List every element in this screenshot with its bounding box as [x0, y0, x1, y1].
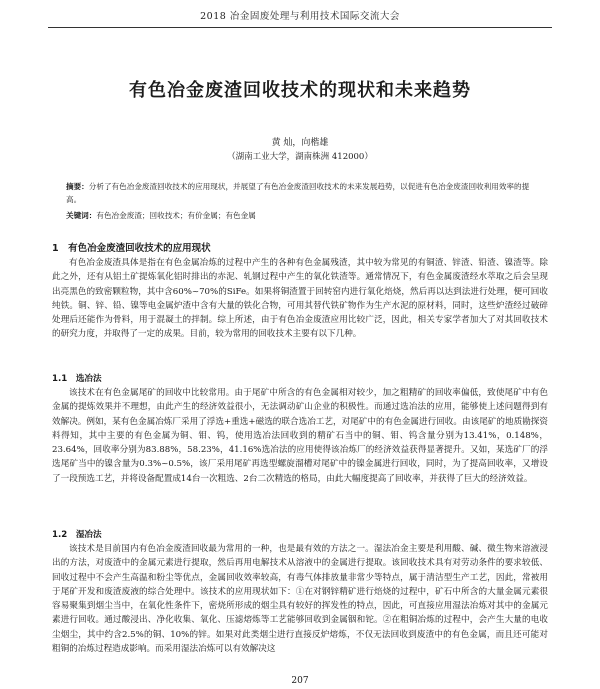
section-1-heading: 1 有色冶金废渣回收技术的应用现状 [52, 243, 211, 254]
section-1-1-heading: 1.1 选冶法 [52, 374, 102, 384]
section-1-1-paragraph: 该技术在有色金属尾矿的回收中比较常用。由于尾矿中所含的有色金属相对较少，加之粗精矿的回收率偏低，致使尾矿中有色金属的提炼效果并不理想，由此产生的经济效益很小，无法调动矿山企业的积极性。而通过选冶法的应用，能够使上述问题得到有效解决。例如，某有色金属冶炼厂采用了浮选+重选+磁选的联合选冶工艺，对尾矿中的有色金属进行回收。由该尾矿的地质勘探资料得知，其中主要的有色金属为铜、钼、钨，使用选冶法回收到的精矿石当中的铜、钼、钨含量分别为13.41%，0.148%，23.64%，回收率分别为83.88%，58.23%，41.16%选冶法的应用使得该冶炼厂的经济效益获得显著提升。又如，某选矿厂的浮选尾矿当中的镍含量为0.3%~0.5%，该厂采用尾矿再选型螺旋溜槽对尾矿中的镍金属进行回收，同时，为了提高回收率，又增设了一段预选工艺，并将设备配置成14台一次粗选、2台二次精选的格局，由此大幅度提高了回收率，并获得了巨大的经济效益。 [52, 388, 548, 484]
keywords-label: 关键词： [66, 211, 97, 220]
abstract [66, 180, 540, 206]
section-1-2-heading: 1.2 湿冶法 [52, 530, 102, 540]
section-1-2-paragraph: 该技术是目前国内有色冶金废渣回收最为常用的一种，也是最有效的方法之一。湿法冶金主要是利用酸、碱、微生物来溶液浸出的方法，对废渣中的金属元素进行提取，然后再用电解技术从溶液中的金属进行提取。该回收技术具有对劳动条件的要求较低、回收过程中不会产生高温和粉尘等优点，金属回收效率较高，有毒气体排放量非常少等特点，属于清洁型生产工艺，因此，常被用于尾矿开发和废渣废液的综合处理中。该技术的应用现状如下：①在对钢锌精矿进行焙烧的过程中，矿石中所含的大量金属元素很容易聚集到烟尘当中，在氧化性条件下，密烧所形成的烟尘具有较好的挥发性的特点，因此，可直接应用湿法冶炼对其中的金属元素进行回收。通过酸浸出、净化收集、氧化、压滤熔炼等工艺能够回收到金属铟和铊。②在粗铜冶炼的过程中，会产生大量的电收尘烟尘，其中约含2.5%的铜、10%的锌。如果对此类烟尘进行直接反炉熔炼，不仅无法回收到废渣中的有色金属，而且还可能对粗铜的冶炼过程造成影响。而采用湿法冶炼可以有效解决这 [52, 544, 548, 655]
paper-title: 有色冶金废渣回收技术的现状和未来趋势 [129, 80, 471, 101]
authors: 黄 灿，向楷雄 [271, 138, 329, 148]
affiliation: （湖南工业大学，湖南株洲 412000） [227, 152, 373, 162]
header-divider [48, 27, 552, 28]
page-number: 207 [291, 676, 309, 686]
section-1-paragraph: 有色冶金废渣具体是指在有色金属冶炼的过程中产生的各种有色金属残渣，其中较为常见的有铜渣、锌渣、铅渣、镍渣等。除此之外，还有从铝土矿提炼氧化铝时排出的赤泥、轧钢过程中产生的氧化铁渣等。通常情况下，有色金属废渣经水萃取之后会呈现出亮黑色的致密颗粒物，其中含60%~70%的SiFe。如果将铜渣置于回转窑内进行氧化焙烧，然后再以达到法进行处理，便可回收纯铁。铜、锌、铅、镍等电金属炉渣中含有大量的铁化合物，可用其替代铁矿物作为生产水泥的原材料，同时，这些炉渣经过破碎处理后还能作为骨料，用于混凝土的拌制。综上所述，由于有色冶金废渣应用比较广泛，因此，相关专家学者加大了对其回收技术的研究力度，并取得了一定的成果。目前，较为常用的回收技术主要有以下几种。 [52, 258, 548, 340]
keywords [66, 210, 540, 221]
running-header: 2018 冶金固废处理与利用技术国际交流大会 [200, 11, 400, 22]
abstract-text: 分析了有色冶金废渣回收技术的应用现状，并展望了有色冶金废渣回收技术的未来发展趋势，以促进有色冶金废渣回收利用效率的提高。 [66, 182, 530, 204]
abstract-label: 摘要： [66, 182, 89, 191]
keywords-text: 有色冶金废渣；回收技术；有价金属；有色金属 [96, 211, 256, 220]
